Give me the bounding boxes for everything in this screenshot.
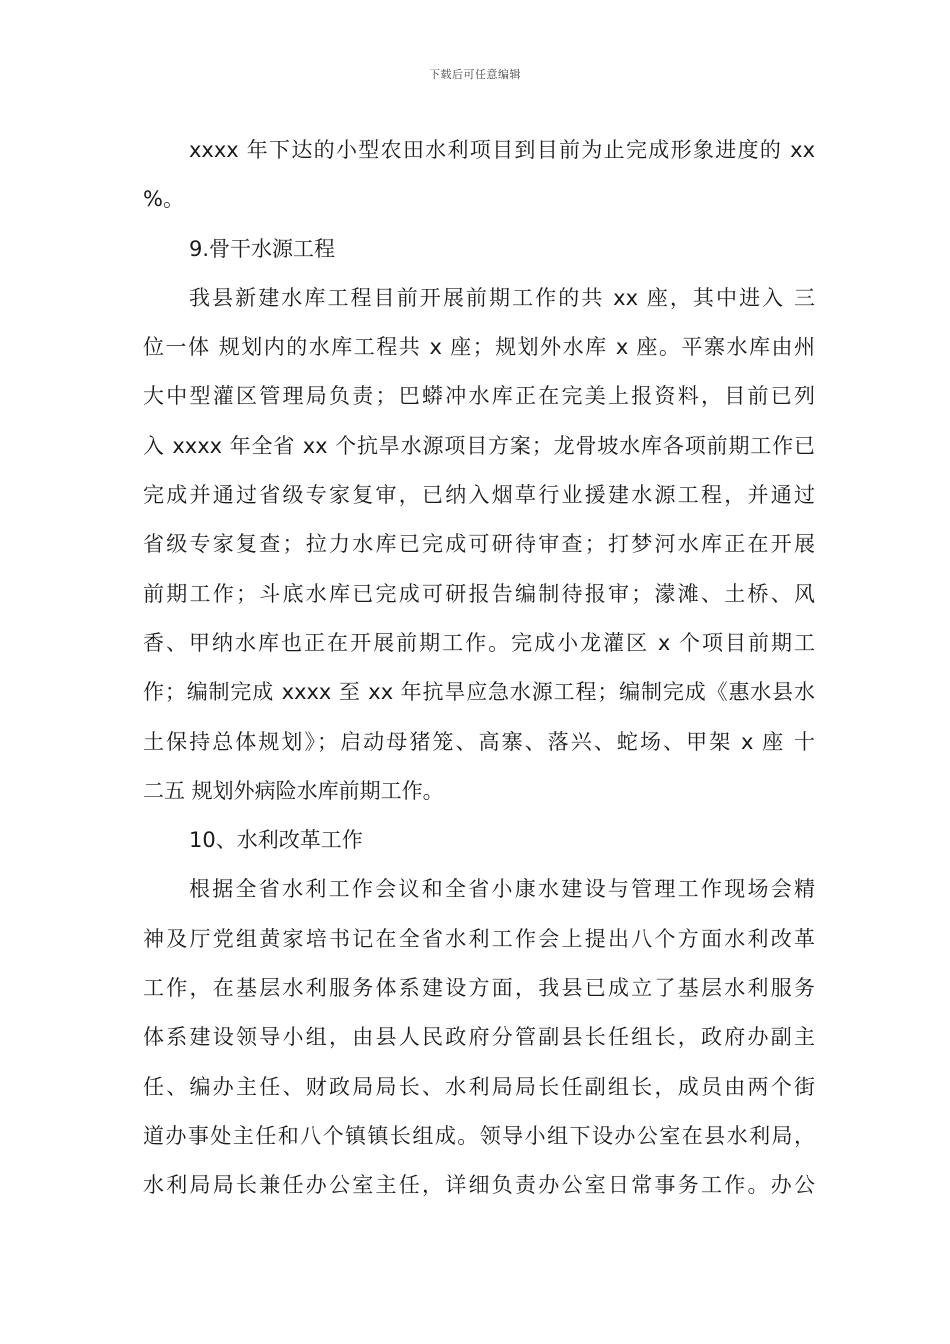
paragraph-line: 完成并通过省级专家复审，已纳入烟草行业援建水源工程，并通过 [143, 483, 815, 508]
paragraph-line: 大中型灌区管理局负责；巴蟒冲水库正在完美上报资料，目前已列 [143, 384, 815, 409]
paragraph-line: 位一体 规划内的水库工程共 x 座；规划外水库 x 座。平寨水库由州 [143, 335, 815, 360]
paragraph-line: 神及厅党组黄家培书记在全省水利工作会上提出八个方面水利改革 [143, 926, 815, 951]
paragraph-line: 土保持总体规划》；启动母猪笼、高寨、落兴、蛇场、甲架 x 座 十 [143, 729, 815, 754]
document-body [143, 126, 815, 1211]
paragraph-line: 香、甲纳水库也正在开展前期工作。完成小龙灌区 x 个项目前期工 [143, 630, 815, 655]
section-heading: 10、水利改革工作 [189, 828, 363, 853]
paragraph-line: xxxx 年下达的小型农田水利项目到目前为止完成形象进度的 xx [189, 138, 815, 162]
paragraph-line: 任、编办主任、财政局局长、水利局局长任副组长，成员由两个街 [143, 1074, 815, 1099]
paragraph-line: 省级专家复查；拉力水库已完成可研待审查；打梦河水库正在开展 [143, 532, 815, 557]
paragraph-line: 根据全省水利工作会议和全省小康水建设与管理工作现场会精 [189, 877, 815, 902]
paragraph-line: 作；编制完成 xxxx 至 xx 年抗旱应急水源工程；编制完成《惠水县水 [143, 680, 815, 705]
paragraph-line: %。 [143, 187, 184, 212]
paragraph-line: 道办事处主任和八个镇镇长组成。领导小组下设办公室在县水利局， [143, 1123, 815, 1148]
section-heading: 9.骨干水源工程 [189, 236, 336, 261]
paragraph-line: 工作，在基层水利服务体系建设方面，我县已成立了基层水利服务 [143, 976, 815, 1001]
paragraph-line: 前期工作；斗底水库已完成可研报告编制待报审；濛滩、土桥、风 [143, 581, 815, 606]
paragraph-line: 我县新建水库工程目前开展前期工作的共 xx 座，其中进入 三 [189, 285, 815, 310]
paragraph-line: 体系建设领导小组，由县人民政府分管副县长任组长，政府办副主 [143, 1025, 815, 1050]
paragraph-line: 水利局局长兼任办公室主任，详细负责办公室日常事务工作。办公 [143, 1173, 815, 1198]
page-header: 下载后可任意编辑 [429, 68, 521, 81]
paragraph-line: 二五 规划外病险水库前期工作。 [143, 778, 444, 803]
paragraph-line: 入 xxxx 年全省 xx 个抗旱水源项目方案；龙骨坡水库各项前期工作已 [143, 433, 815, 458]
